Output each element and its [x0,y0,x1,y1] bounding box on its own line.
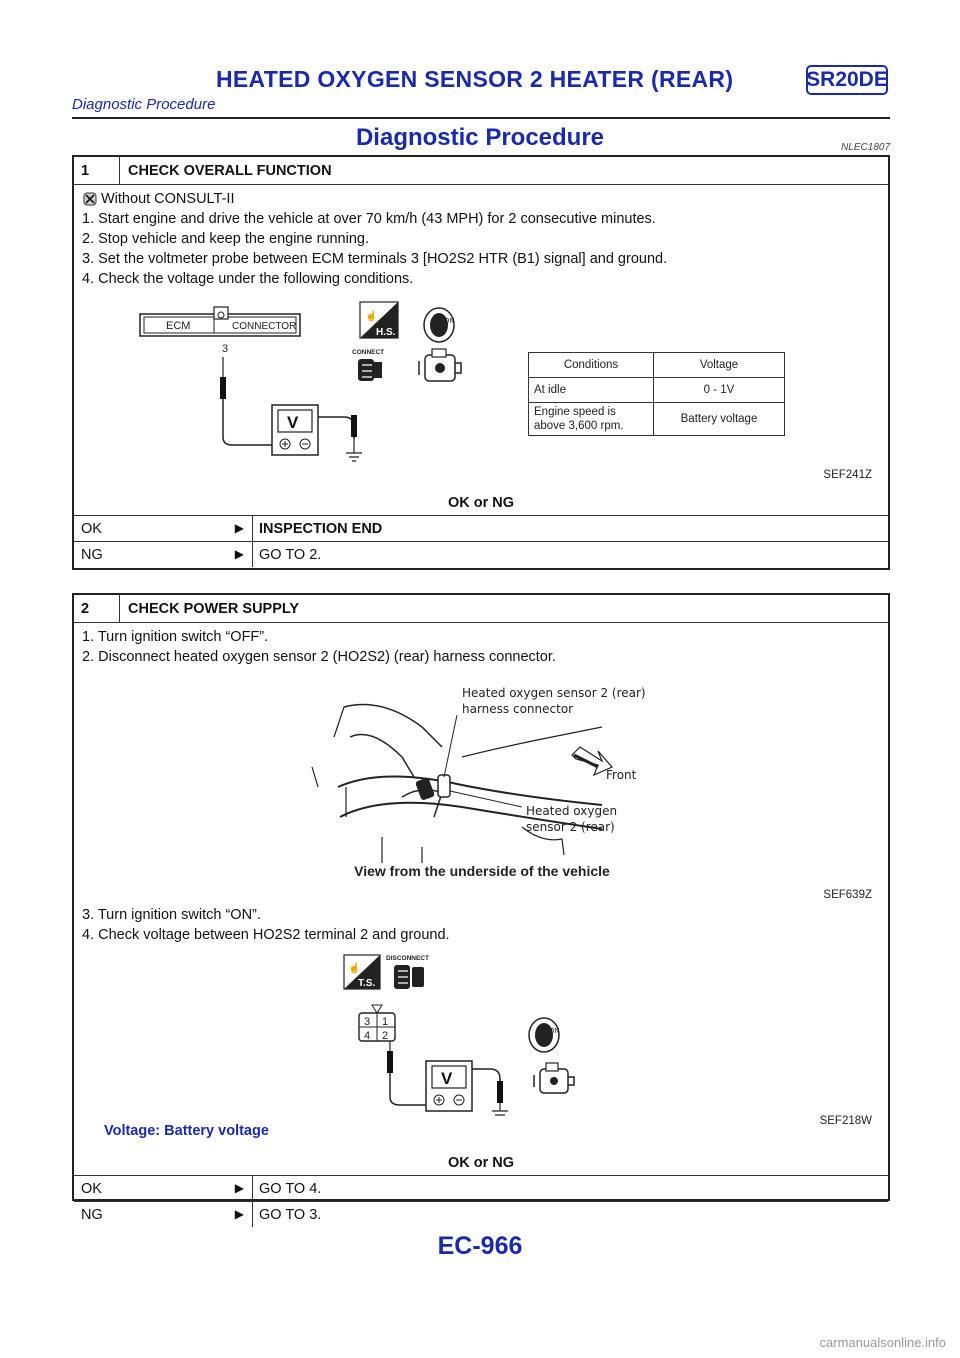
result-key: OK [81,1180,102,1197]
instruction-line: 3. Set the voltmeter probe between ECM terminals 3 [HO2S2 HTR (B1) signal] and ground. [82,251,668,267]
result-row [74,515,888,541]
terminal-label: 3 [222,343,229,355]
hs-label: H.S. [376,327,396,338]
mode-label: Without CONSULT-II [101,191,235,207]
instruction-line: 4. Check voltage between HO2S2 terminal 2 and ground. [82,927,450,943]
engine-badge: SR20DE [806,65,888,95]
connect-label: CONNECT [352,349,385,356]
voltmeter-label: V [441,1069,453,1088]
table-cell: Engine speed is above 3,600 rpm. [529,403,654,436]
arrow-right-icon: ▶ [234,1206,244,1221]
instruction-line: 3. Turn ignition switch “ON”. [82,907,261,923]
header-subtitle: Diagnostic Procedure [72,96,216,113]
figure-sef218w [82,945,880,1125]
voltmeter-label: V [287,413,299,432]
ts-label: T.S. [358,978,376,989]
disconnect-label: DISCONNECT [386,955,429,962]
svg-text:☝: ☝ [348,963,361,974]
figure-code: SEF241Z [823,469,872,481]
ok-ng-label: OK or NG [447,495,515,511]
figure-code: SEF218W [819,1115,872,1127]
table-header: Voltage [654,353,785,378]
result-value: GO TO 2. [252,542,321,567]
result-value: GO TO 4. [252,1176,321,1201]
section-code: NLEC1807 [841,142,890,153]
result-key: NG [81,1206,103,1223]
table-header: Conditions [529,353,654,378]
result-key: NG [81,546,103,563]
table-cell: At idle [529,378,654,403]
sensor-callout: sensor 2 (rear) [526,820,615,834]
instruction-line: 4. Check the voltage under the following conditions. [82,271,414,287]
arrow-right-icon: ▶ [234,520,244,535]
ecm-label: ECM [166,320,191,332]
ho2s2-voltmeter-diagram [82,947,882,1117]
key-on-label: ON [549,1028,560,1035]
pin-label: 1 [382,1016,389,1028]
svg-text:☝: ☝ [365,311,378,322]
header-title: HEATED OXYGEN SENSOR 2 HEATER (REAR) [216,66,734,92]
instruction-line: 2. Stop vehicle and keep the engine running. [82,231,369,247]
figure-sef241z [82,289,880,489]
connector-callout: Heated oxygen sensor 2 (rear) [462,686,646,700]
page-number: EC-966 [437,1232,523,1260]
result-row [74,1201,888,1227]
sensor-location-diagram [82,667,882,867]
step-number: 1 [74,157,120,184]
step-title: CHECK POWER SUPPLY [128,600,300,617]
step-title: CHECK OVERALL FUNCTION [128,162,332,179]
instruction-line: 2. Disconnect heated oxygen sensor 2 (HO2S2) (rear) harness connector. [82,649,556,665]
spec-value: Voltage: Battery voltage [104,1123,269,1139]
table-cell: 0 - 1V [654,378,785,403]
sensor-callout: Heated oxygen [526,804,618,818]
page-title: Diagnostic Procedure [355,124,605,151]
pin-label: 4 [364,1030,371,1042]
result-value: INSPECTION END [252,516,382,541]
result-row [74,541,888,567]
connector-label: CONNECTOR [232,321,297,332]
table-cell: Battery voltage [654,403,785,436]
conditions-table [528,352,785,436]
mode-line [82,189,880,209]
result-value: GO TO 3. [252,1202,321,1227]
instruction-line: 1. Start engine and drive the vehicle at over 70 km/h (43 MPH) for 2 consecutive minutes. [82,211,656,227]
arrow-right-icon: ▶ [234,1180,244,1195]
step-number: 2 [74,595,120,622]
figure-caption: View from the underside of the vehicle [354,863,610,879]
header-rule [72,117,890,119]
figure-sef639z [82,667,880,901]
watermark: carmanualsonline.info [819,1335,946,1350]
step-1-header [74,157,888,185]
result-row [74,1175,888,1201]
connector-callout: harness connector [462,702,574,716]
front-label: Front [606,768,637,782]
no-consult-icon [82,191,98,207]
instruction-line: 1. Turn ignition switch “OFF”. [82,629,269,645]
pin-label: 3 [364,1016,371,1028]
ok-ng-label: OK or NG [447,1155,515,1171]
figure-code: SEF639Z [823,889,872,901]
key-on-label: ON [444,318,455,325]
step-2-box [72,593,890,1223]
step-2-header [74,595,888,623]
result-key: OK [81,520,102,537]
pin-label: 2 [382,1030,389,1042]
step-1-box [72,155,890,570]
arrow-right-icon: ▶ [234,546,244,561]
